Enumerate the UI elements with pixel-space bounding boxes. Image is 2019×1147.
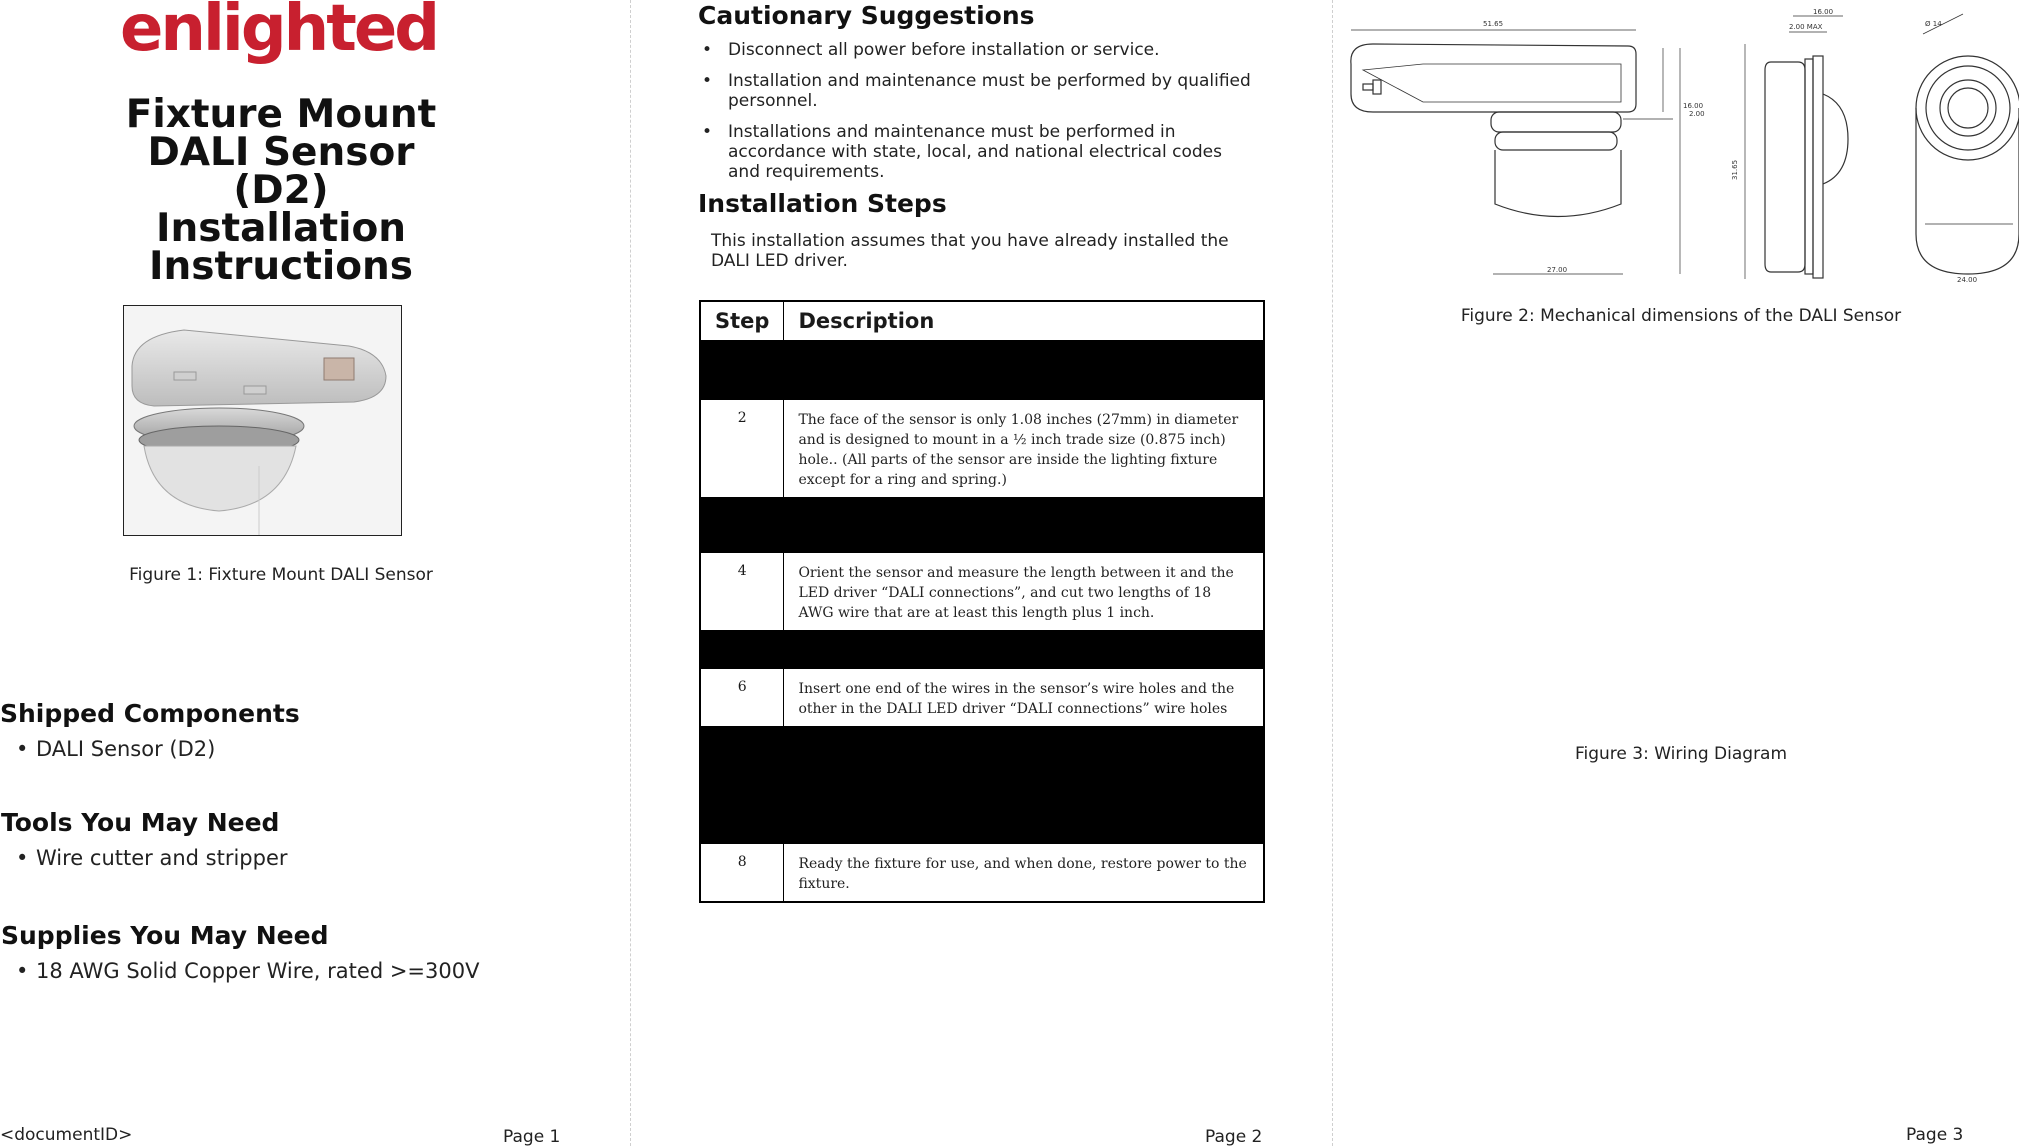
page-number-2: Page 2 [1205, 1127, 1263, 1147]
installation-intro: This installation assumes that you have already installed the DALI LED driver. [711, 231, 1229, 271]
redacted-row [700, 727, 1264, 844]
title-line-1: Fixture Mount [125, 92, 437, 137]
step-column-header: Step [700, 301, 784, 341]
tools-item: • Wire cutter and stripper [16, 846, 288, 870]
dim-phi: Ø 14 [1925, 20, 1942, 28]
shipped-item: • DALI Sensor (D2) [16, 737, 216, 761]
table-row [700, 844, 1264, 903]
page-divider-2 [1332, 0, 1333, 1146]
redacted-row [700, 631, 1264, 669]
dim-top-16: 16.00 [1813, 8, 1834, 16]
steps-table [699, 300, 1265, 903]
figure-2-mechanical-drawing [1343, 4, 2019, 284]
installation-steps-heading: Installation Steps [698, 189, 947, 218]
dim-height-2: 2.00 [1689, 110, 1705, 118]
shipped-components-heading: Shipped Components [0, 699, 300, 728]
title-line-3: Installation [155, 206, 407, 251]
step-number: 4 [700, 553, 784, 631]
step-number: 2 [700, 400, 784, 498]
figure-2-caption: Figure 2: Mechanical dimensions of the DALI Sensor [1460, 306, 1902, 326]
step-description: The face of the sensor is only 1.08 inches (27mm) in diameter and is designed to mount in a ½ inch trade size (0.875 inch) hole.. (All parts of the sensor are inside the lighting fixture except for a ring and spring.) [784, 400, 1264, 498]
document-id: <documentID> [0, 1125, 133, 1145]
table-header-row [700, 301, 1264, 341]
page-number-1: Page 1 [503, 1127, 561, 1147]
page-divider-1 [630, 0, 631, 1146]
dim-height-16: 16.00 [1683, 102, 1704, 110]
step-description: Orient the sensor and measure the length between it and the LED driver “DALI connections”, and cut two lengths of 18 AWG wire that are at least this length plus 1 inch. [784, 553, 1264, 631]
dim-diameter: 27.00 [1547, 266, 1568, 274]
step-description: Ready the fixture for use, and when done, restore power to the fixture. [784, 844, 1264, 903]
step-description: Insert one end of the wires in the sensor’s wire holes and the other in the DALI LED driver “DALI connections” wire holes [784, 669, 1264, 727]
figure-3-caption: Figure 3: Wiring Diagram [1574, 744, 1788, 764]
caution-item: • Disconnect all power before installation or service. [702, 40, 1160, 60]
table-row [700, 553, 1264, 631]
step-number: 8 [700, 844, 784, 903]
table-row [700, 400, 1264, 498]
redacted-row [700, 341, 1264, 400]
supplies-heading: Supplies You May Need [1, 921, 329, 950]
dim-max: 2.00 MAX [1789, 23, 1823, 31]
title-line-2: DALI Sensor (D2) [147, 130, 415, 213]
document-title [100, 92, 462, 289]
redacted-row [700, 498, 1264, 553]
page-number-3: Page 3 [1906, 1125, 1964, 1145]
tools-heading: Tools You May Need [1, 808, 280, 837]
dim-length: 51.65 [1483, 20, 1504, 28]
dim-vertical: 31.65 [1731, 159, 1739, 180]
description-column-header: Description [784, 301, 1264, 341]
sensor-illustration [124, 306, 401, 535]
figure-3-wiring-diagram-area [1343, 360, 2019, 730]
figure-1-sensor-photo [123, 305, 402, 536]
caution-item: • Installation and maintenance must be performed by qualified personnel. [702, 71, 1251, 111]
caution-list [698, 40, 1258, 193]
table-row [700, 669, 1264, 727]
enlighted-logo [118, 0, 444, 86]
figure-1-caption: Figure 1: Fixture Mount DALI Sensor [129, 565, 433, 585]
caution-item: • Installations and maintenance must be performed in accordance with state, local, and national electrical codes and requirements. [702, 122, 1222, 182]
dim-width-24: 24.00 [1957, 276, 1978, 284]
title-line-4: Instructions [148, 244, 414, 289]
logo-text: enlighted [120, 0, 438, 66]
cautionary-heading: Cautionary Suggestions [698, 1, 1035, 30]
supplies-item: • 18 AWG Solid Copper Wire, rated >=300V [16, 959, 480, 983]
step-number: 6 [700, 669, 784, 727]
